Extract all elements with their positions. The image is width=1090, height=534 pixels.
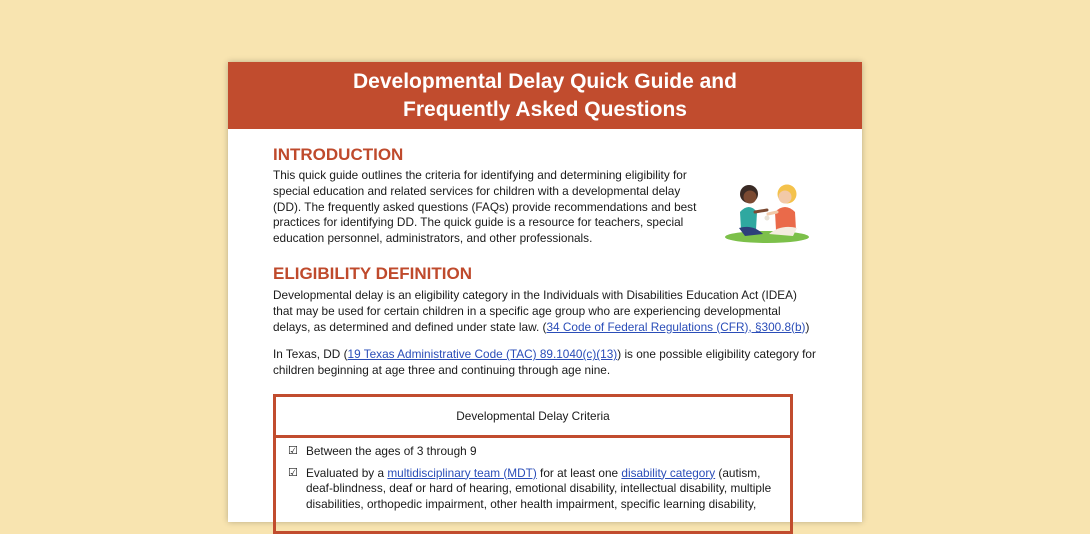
eligibility-heading: ELIGIBILITY DEFINITION: [273, 263, 472, 283]
children-playing-illustration: [723, 180, 811, 246]
checkbox-icon: ☑: [288, 445, 298, 457]
criteria-item-evaluation: [306, 466, 776, 513]
title-line-2: Frequently Asked Questions: [403, 97, 687, 121]
title-line-1: Developmental Delay Quick Guide and: [353, 69, 737, 93]
item2-text-c: (autism, deaf-blindness, deaf or hard of hearing, emotional disability, intellectual disability, multiple disabilities, orthopedic impairment, other health impairment, specific learning disability,: [306, 465, 772, 511]
criteria-title: Developmental Delay Criteria: [276, 397, 790, 438]
criteria-item-age: Between the ages of 3 through 9: [306, 444, 477, 458]
disability-category-link[interactable]: disability category: [621, 465, 716, 480]
criteria-box: [273, 394, 793, 534]
eligibility-text-end: ): [805, 319, 810, 334]
title-banner: [228, 62, 862, 129]
item2-text-a: Evaluated by a: [306, 465, 388, 480]
tac-link[interactable]: 19 Texas Administrative Code (TAC) 89.1040(c)(13): [347, 347, 618, 362]
texas-text-end: ) is one possible eligibility category for children beginning at age three and continuing through age nine.: [273, 347, 816, 378]
list-item: [288, 466, 776, 513]
eligibility-text: Developmental delay is an eligibility category in the Individuals with Disabilities Education Act (IDEA) that may be used for certain children in a specific age group who are experiencing developmental delays, as determined and defined under state law. (: [273, 287, 797, 334]
checkbox-icon: ☑: [288, 466, 298, 479]
texas-paragraph: [273, 347, 818, 379]
eligibility-paragraph: [273, 288, 818, 335]
item2-text-b: for at least one: [536, 465, 622, 480]
mdt-link[interactable]: multidisciplinary team (MDT): [387, 465, 537, 480]
introduction-heading: INTRODUCTION: [273, 145, 404, 164]
criteria-list: [276, 438, 790, 512]
introduction-paragraph: This quick guide outlines the criteria for identifying and determining eligibility for special education and related services for children with a developmental delay (DD). The frequently asked questions (FAQs) provide recommendations and best practices for identifying DD. The quick guide is a resource for teachers, special education personnel, administrators, and other professionals.: [273, 168, 697, 246]
document-page: [228, 62, 862, 522]
cfr-link[interactable]: 34 Code of Federal Regulations (CFR), §300.8(b): [546, 319, 806, 334]
texas-text-start: In Texas, DD (: [273, 347, 348, 362]
list-item: [288, 444, 776, 460]
